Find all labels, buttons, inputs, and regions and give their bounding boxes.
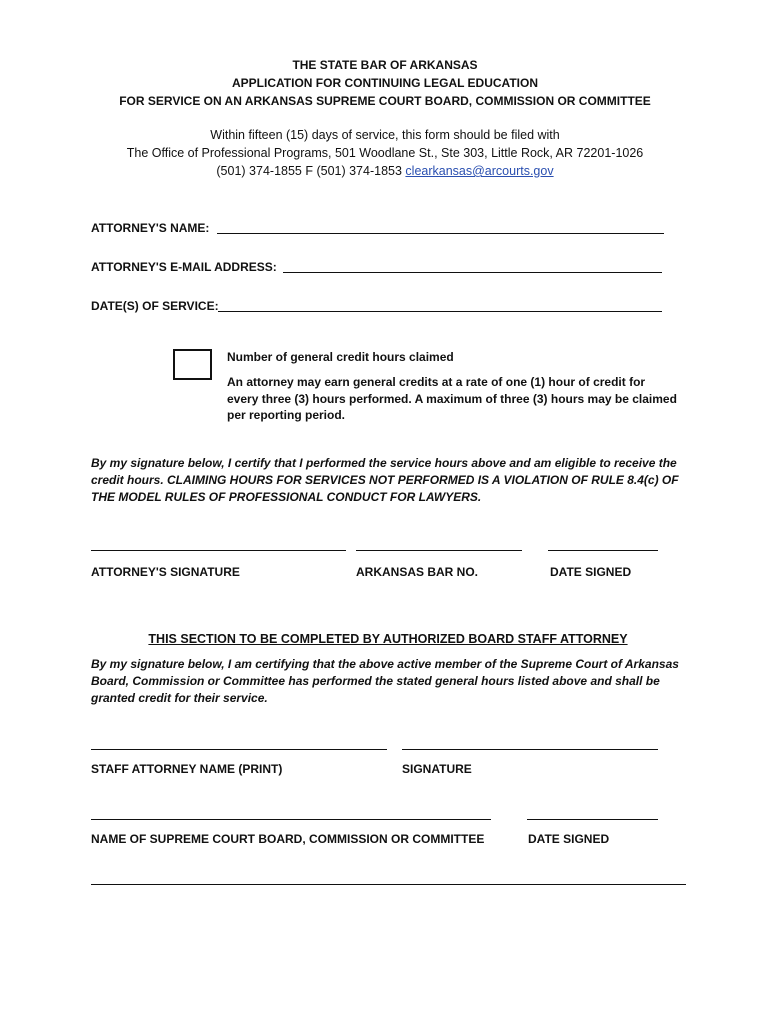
attorney-email-field[interactable]	[283, 272, 662, 273]
attorney-signature-line[interactable]	[91, 550, 346, 551]
attorney-date-label: DATE SIGNED	[550, 565, 632, 579]
staff-section-title: THIS SECTION TO BE COMPLETED BY AUTHORIZED BOARD STAFF ATTORNEY	[148, 632, 628, 646]
attorney-name-label: ATTORNEY'S NAME:	[91, 221, 210, 235]
service-dates-field[interactable]	[218, 311, 662, 312]
board-name-label: NAME OF SUPREME COURT BOARD, COMMISSION OR COMMITTEE	[91, 832, 485, 846]
staff-name-label: STAFF ATTORNEY NAME (PRINT)	[91, 762, 283, 776]
attorney-name-field[interactable]	[217, 233, 664, 234]
staff-name-line[interactable]	[91, 749, 387, 750]
service-dates-label: DATE(S) OF SERVICE:	[91, 299, 219, 313]
credit-hours-label: Number of general credit hours claimed	[227, 350, 454, 364]
board-name-line[interactable]	[91, 819, 491, 820]
credit-hours-note: An attorney may earn general credits at a rate of one (1) hour of credit for every three (3) hours performed. A maximum of three (3) hours may be claimed per reporting period.	[227, 375, 677, 422]
intro-contact-line	[0, 162, 770, 180]
intro-office-address: The Office of Professional Programs, 501 Woodlane St., Ste 303, Little Rock, AR 72201-1026	[126, 146, 644, 160]
staff-signature-label: SIGNATURE	[402, 762, 472, 776]
form-title-service: FOR SERVICE ON AN ARKANSAS SUPREME COURT BOARD, COMMISSION OR COMMITTEE	[119, 94, 651, 108]
attorney-email-label: ATTORNEY'S E-MAIL ADDRESS:	[91, 260, 277, 274]
staff-certification-statement: By my signature below, I am certifying that the above active member of the Supreme Court of Arkansas Board, Commission or Committee has performed the stated general hours listed above and shall be granted credit for their service.	[91, 657, 679, 705]
intro-phone-fax: (501) 374-1855 F (501) 374-1853	[216, 164, 402, 178]
staff-date-label: DATE SIGNED	[528, 832, 610, 846]
credit-hours-box[interactable]	[173, 349, 212, 380]
bar-number-label: ARKANSAS BAR NO.	[356, 565, 479, 579]
staff-signature-line[interactable]	[402, 749, 658, 750]
form-title-org: THE STATE BAR OF ARKANSAS	[292, 58, 478, 72]
bar-number-line[interactable]	[356, 550, 522, 551]
form-title-application: APPLICATION FOR CONTINUING LEGAL EDUCATION	[232, 76, 538, 90]
certification-statement: By my signature below, I certify that I performed the service hours above and am eligible to receive the credit hours. CLAIMING HOURS FOR SERVICES NOT PERFORMED IS A VIOLATION OF RULE 8.4(c) OF THE MODEL RULES OF PROFESSIONAL CONDUCT FOR LAWYERS.	[91, 456, 679, 504]
attorney-date-line[interactable]	[548, 550, 658, 551]
attorney-signature-label: ATTORNEY'S SIGNATURE	[91, 565, 240, 579]
staff-date-line[interactable]	[527, 819, 658, 820]
intro-filing-deadline: Within fifteen (15) days of service, this form should be filed with	[210, 128, 560, 142]
bottom-divider	[91, 884, 686, 885]
contact-email-link[interactable]: clearkansas@arcourts.gov	[405, 164, 554, 178]
